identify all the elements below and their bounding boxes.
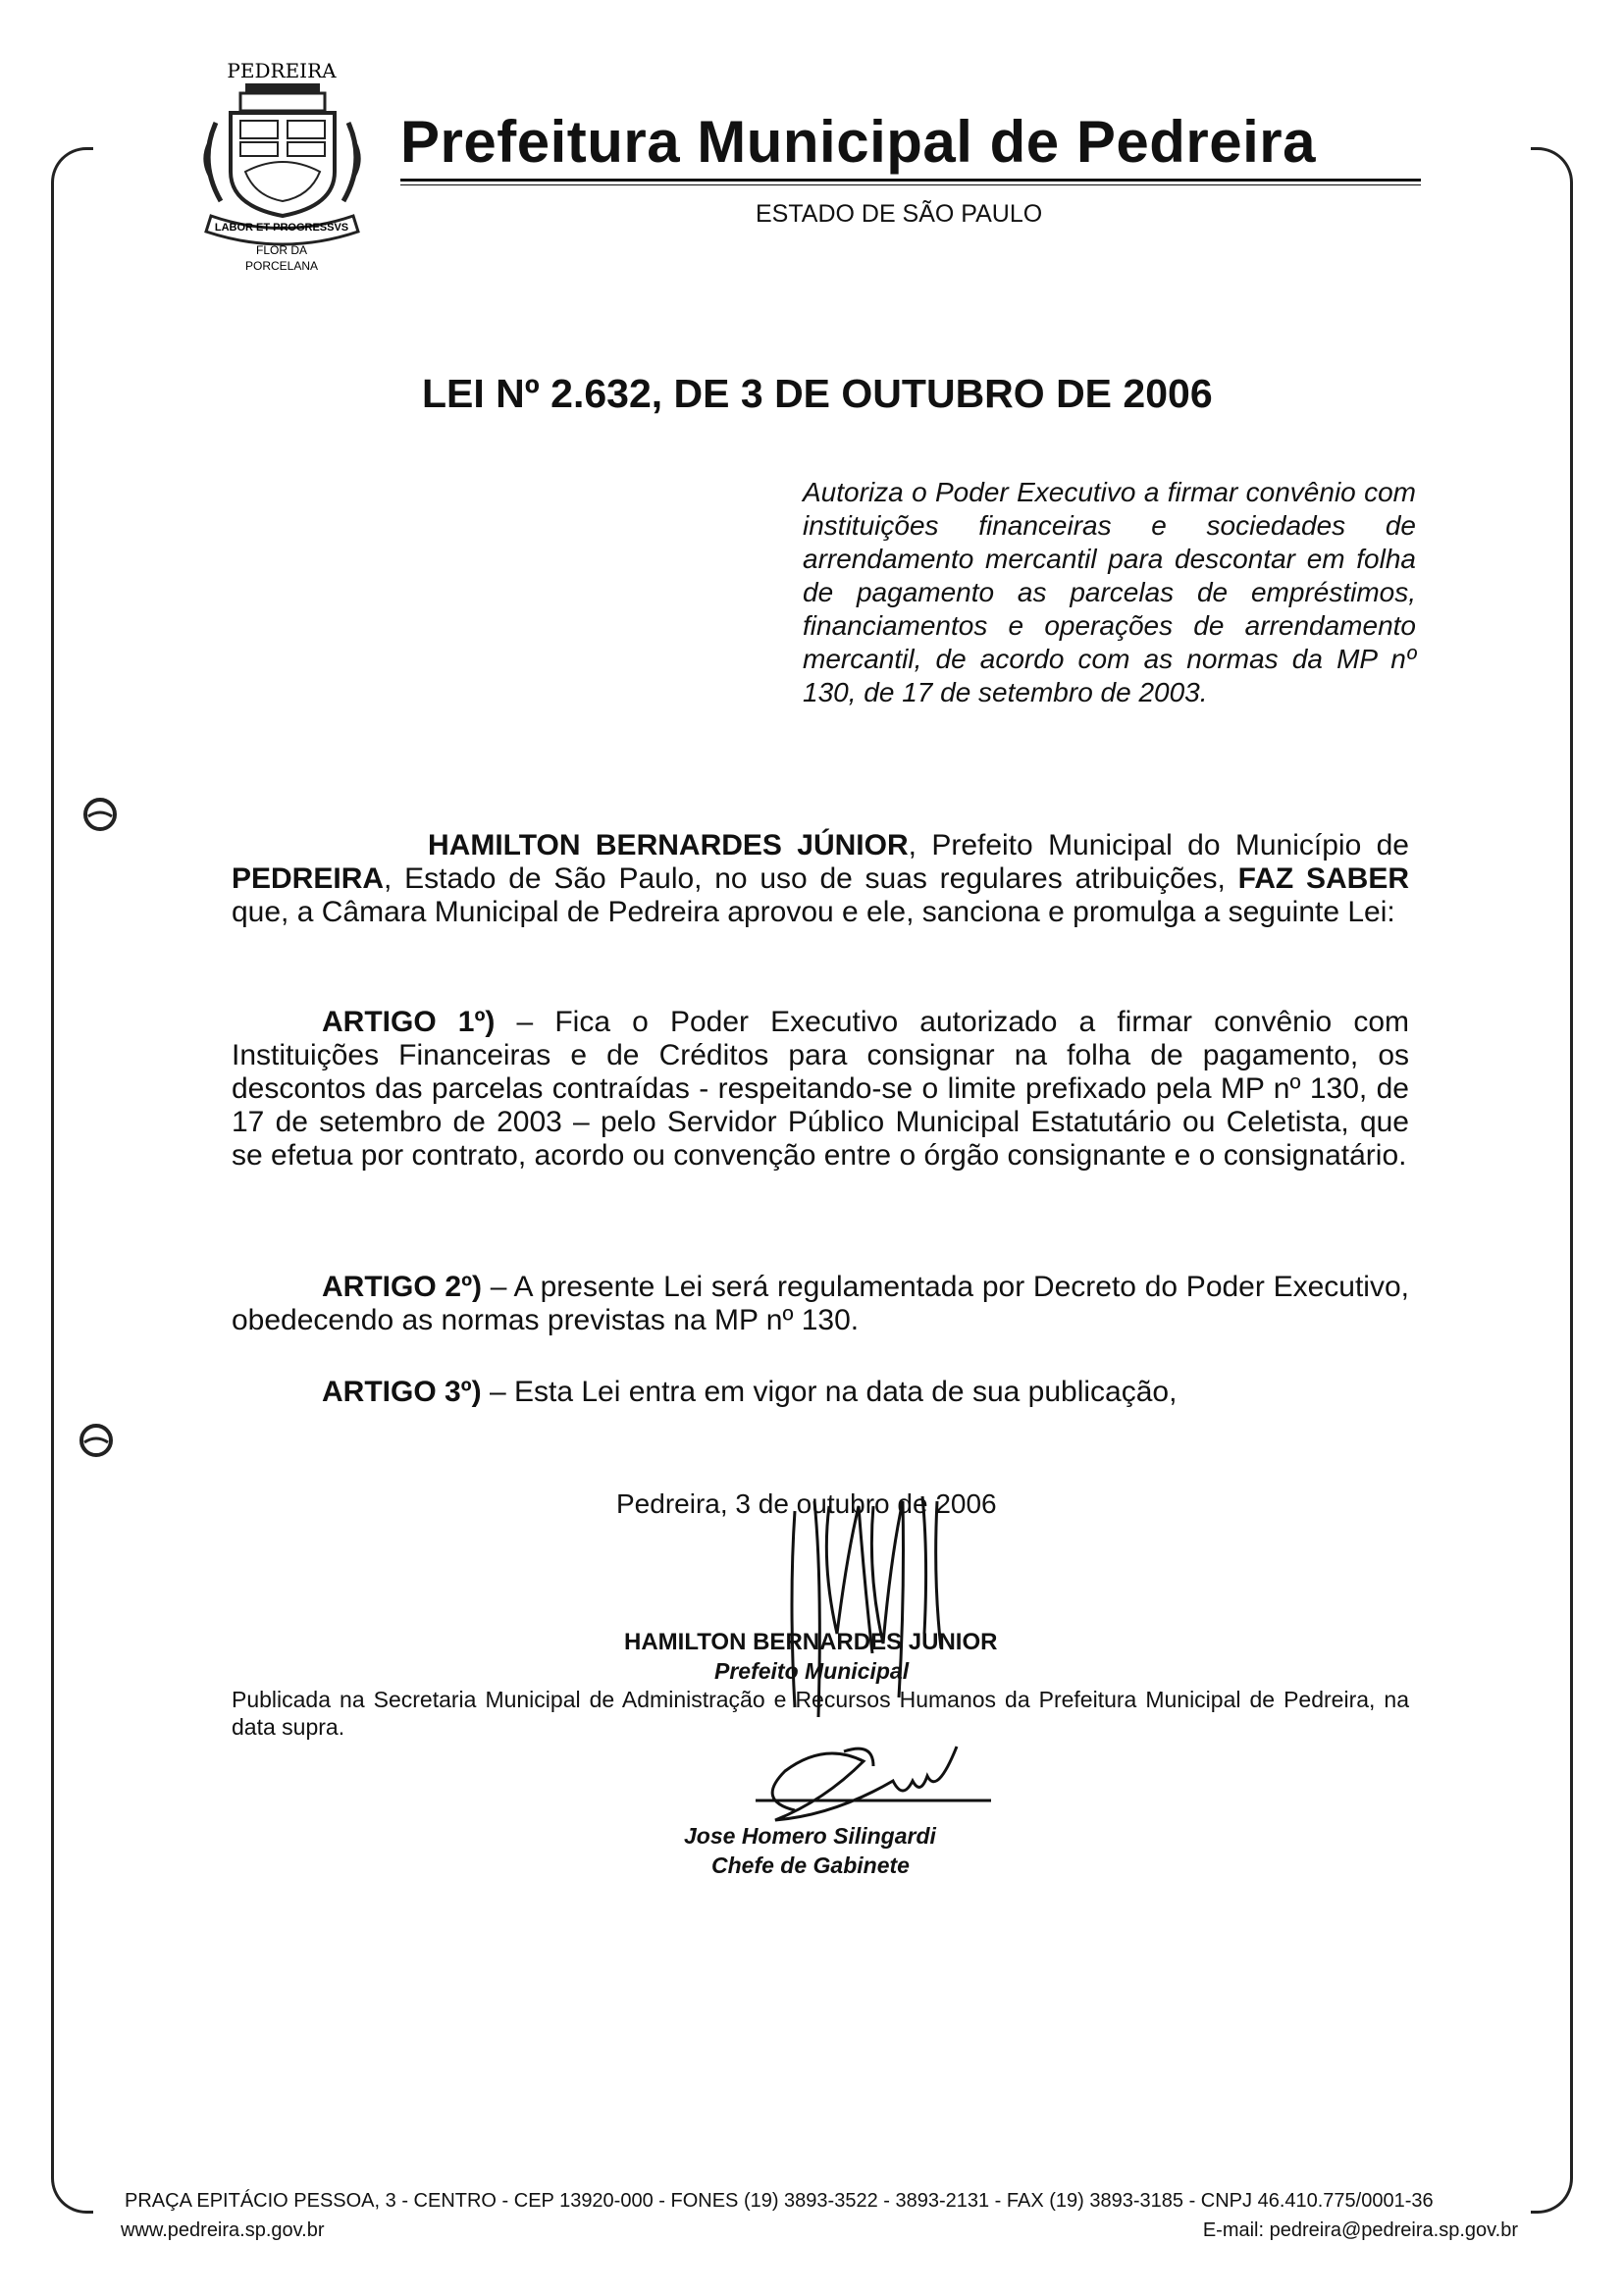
article-2	[232, 1271, 1409, 1337]
preamble-text-3: que, a Câmara Municipal de Pedreira aprovou e ele, sanciona e promulga a seguinte Lei:	[232, 896, 1395, 928]
preamble	[232, 829, 1409, 929]
coat-of-arms-icon	[191, 54, 373, 280]
crest-text-top: PEDREIRA	[227, 59, 337, 82]
article-text: – Fica o Poder Executivo autorizado a firmar convênio com Instituições Financeiras e de Créditos para consignar na folha de pagamento, os descontos das parcelas contraídas - respeitando-se o limite prefixado pela MP nº 130, de 17 de setembro de 2003 – pelo Servidor Público Municipal Estatutário ou Celetista, que se efetua por contrato, acordo ou convenção entre o órgão consignante e o consignatário.	[232, 1006, 1409, 1172]
law-summary: Autoriza o Poder Executivo a firmar convênio com instituições financeiras e sociedades de arrendamento mercantil para descontar em folha de pagamento as parcelas de empréstimos, financiamentos e operações de arrendamento mercantil, de acordo com as normas da MP nº 130, de 17 de setembro de 2003.	[803, 477, 1416, 707]
chief-role: Chefe de Gabinete	[711, 1852, 910, 1878]
mayor-role: Prefeito Municipal	[714, 1658, 910, 1684]
state-subtitle: ESTADO DE SÃO PAULO	[756, 200, 1043, 228]
page-frame-right	[1531, 147, 1573, 2214]
crest-motto: LABOR ET PROGRESSVS	[214, 222, 349, 234]
footer-website-link[interactable]: www.pedreira.sp.gov.br	[121, 2219, 325, 2241]
preamble-text-1: , Prefeito Municipal do Município de	[908, 829, 1409, 861]
footer-email-link[interactable]: E-mail: pedreira@pedreira.sp.gov.br	[1202, 2219, 1518, 2241]
article-3	[232, 1376, 1409, 1409]
header-divider-thin	[400, 184, 1421, 185]
punch-hole-icon	[80, 795, 120, 834]
header-divider	[400, 179, 1421, 182]
article-label: ARTIGO 3º)	[322, 1376, 482, 1408]
crest-text-bottom-2: PORCELANA	[244, 259, 319, 273]
article-text: – Esta Lei entra em vigor na data de sua publicação,	[481, 1376, 1178, 1408]
law-title: LEI Nº 2.632, DE 3 DE OUTUBRO DE 2006	[422, 371, 1213, 416]
footer-address: PRAÇA EPITÁCIO PESSOA, 3 - CENTRO - CEP 13920-000 - FONES (19) 3893-3522 - 3893-2131 - FAX (19) 3893-3185 - CNPJ 46.410.775/0001-36	[121, 2190, 1438, 2213]
preamble-city: PEDREIRA	[232, 862, 385, 895]
publication-note: Publicada na Secretaria Municipal de Administração e Recursos Humanos da Prefeitura Municipal de Pedreira, na data supra.	[232, 1687, 1409, 1740]
preamble-text-2: , Estado de São Paulo, no uso de suas regulares atribuições,	[384, 862, 1238, 895]
preamble-faz-saber: FAZ SABER	[1237, 862, 1410, 895]
chief-signature-icon	[736, 1712, 1011, 1840]
punch-hole-icon	[77, 1421, 116, 1460]
article-label: ARTIGO 2º)	[322, 1271, 483, 1303]
crest-text-bottom-1: FLOR DA	[255, 243, 308, 257]
place-date: Pedreira, 3 de outubro de 2006	[616, 1488, 997, 1519]
article-label: ARTIGO 1º)	[322, 1006, 496, 1038]
article-1	[232, 1006, 1409, 1173]
mayor-name: HAMILTON BERNARDES JUNIOR	[624, 1629, 998, 1655]
preamble-mayor: HAMILTON BERNARDES JÚNIOR	[428, 829, 909, 861]
page-frame-left	[51, 147, 93, 2214]
article-text: – A presente Lei será regulamentada por Decreto do Poder Executivo, obedecendo as normas previstas na MP nº 130.	[232, 1271, 1409, 1336]
page-title: Prefeitura Municipal de Pedreira	[400, 109, 1316, 175]
chief-name: Jose Homero Silingardi	[684, 1823, 936, 1849]
